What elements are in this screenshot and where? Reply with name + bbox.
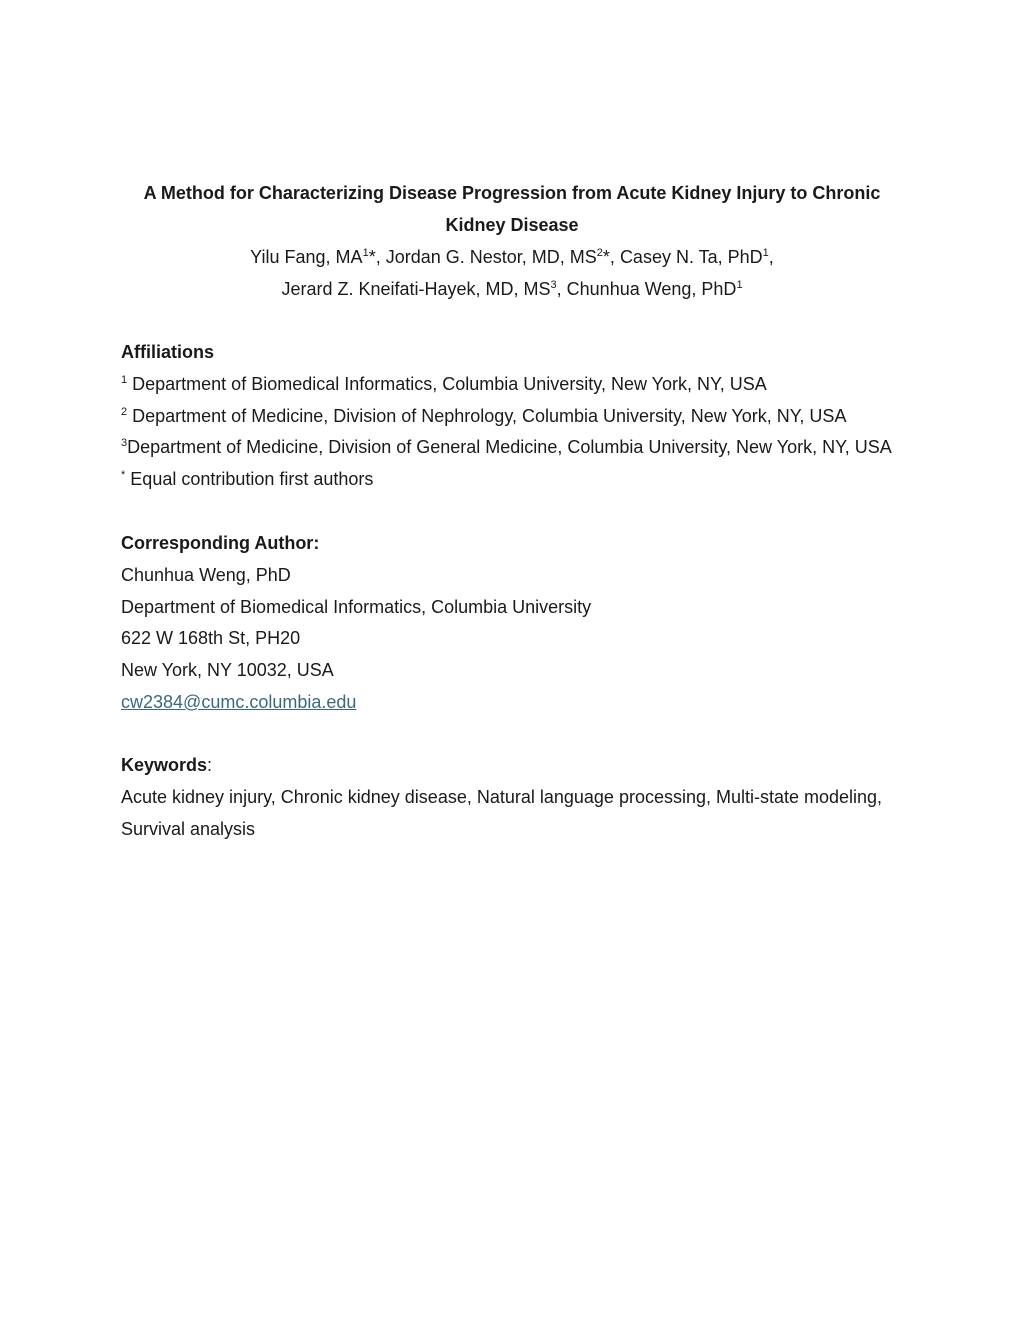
author-name: Yilu Fang, MA [250,247,363,267]
author-line-2: Jerard Z. Kneifati-Hayek, MD, $MS^3$, Chunhua Weng, PhD$^1$ [281,278,743,299]
affiliation-sup: 2 [121,405,128,418]
corresponding-heading: Corresponding Author: [121,533,320,553]
author-name: Jordan G. Nestor, MD, MS [385,247,597,267]
equal-contribution-mark: * [602,247,610,267]
affiliation-text: Department of Medicine, Division of General Medicine, Columbia University, New York, NY, USA [127,437,892,458]
affiliations-section [121,337,921,496]
corresponding-street: 622 W 168th St, PH20 [121,628,301,649]
affiliation-text: Department of Biomedical Informatics, Columbia University, New York, NY, USA [132,373,767,394]
corresponding-name: Chunhua Weng, PhD [121,564,291,585]
keywords-colon: : [207,755,213,775]
affiliation-text: Department of Medicine, Division of Nephrology, Columbia University, New York, NY, USA [132,405,847,426]
corresponding-author-section [121,528,921,719]
keywords-heading: Keywords [121,755,208,775]
keywords-line-2: Survival analysis [121,818,256,839]
affiliations-heading: Affiliations [121,342,214,362]
author-affiliation-sup: 1 [362,247,369,259]
affiliation-item [121,464,921,496]
author-line-1: Yilu Fang, $MA^1*$, Jordan G. Nestor, MD, $MS^2*$, Casey N. Ta, PhD$^1$, [250,247,774,267]
author-affiliation-sup: 1 [762,247,769,259]
keywords-heading-row [121,750,921,782]
affiliation-sup: * [121,469,126,482]
corresponding-email-link[interactable]: cw2384@cumc.columbia.edu [121,691,357,712]
title-line-1: A Method for Characterizing Disease Progression from Acute Kidney Injury to Chronic [143,183,881,203]
corresponding-city: New York, NY 10032, USA [121,660,334,681]
author-name: Chunhua Weng, PhD [566,278,737,299]
title-line-2: Kidney Disease [445,214,579,235]
paper-title [110,178,914,241]
affiliation-item [121,401,921,433]
author-affiliation-sup: 2 [596,247,603,259]
author-name: Jerard Z. Kneifati-Hayek, MD, MS [281,278,551,299]
keywords-line-1: Acute kidney injury, Chronic kidney disease, Natural language processing, Multi-state modeling, [121,786,883,807]
equal-contribution-mark: * [368,247,376,267]
affiliation-sup: 3 [121,437,128,450]
affiliation-item [121,432,921,464]
author-list [110,242,914,305]
corresponding-department: Department of Biomedical Informatics, Columbia University [121,596,592,617]
affiliation-item [121,369,921,401]
keywords-section [121,750,921,845]
author-name: Casey N. Ta, PhD [619,247,763,267]
corresponding-email-row [121,687,921,719]
author-affiliation-sup: 3 [550,278,557,291]
author-affiliation-sup: 1 [736,278,743,291]
affiliation-text: Equal contribution first authors [130,469,374,490]
affiliation-sup: 1 [121,373,128,386]
